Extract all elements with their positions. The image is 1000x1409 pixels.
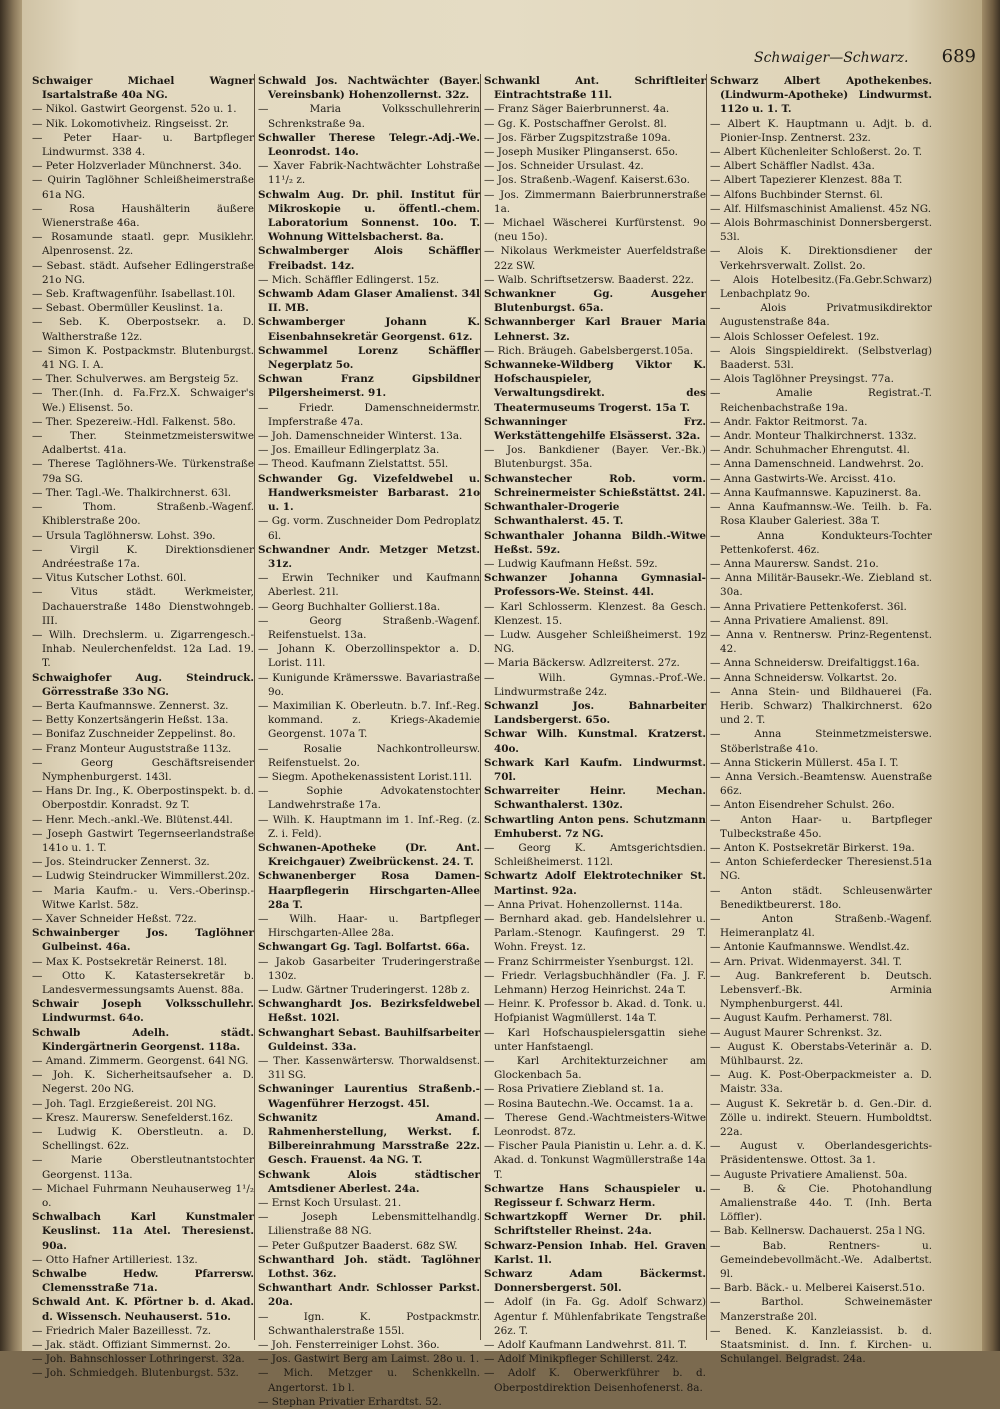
directory-entry: — August Kaufm. Perhamerst. 78l. [710,1012,893,1025]
directory-entry: — Max K. Postsekretär Reinerst. 18l. [32,955,227,968]
directory-entry: — Adolf Kaufmann Landwehrst. 81l. T. [484,1339,687,1352]
directory-entry: — Ther. Steinmetzmeisterswitwe Adalbertst. 41a. [32,430,254,457]
directory-entry: — Gg. K. Postschaffner Gerolst. 8l. [484,117,667,130]
directory-entry: — Anna Versich.-Beamtensw. Auenstraße 66z. [710,770,932,798]
directory-entry: — Anton Straßenb.-Wagenf. Heimeranplatz 4l. [710,912,932,940]
directory-entry: Schwanenberger Rosa Damen-Haarpflegerin Hirschgarten-Allee 28a T. [258,870,480,911]
directory-entry: — August K. Oberstabs-Veterinär a. D. Mühlbaurst. 2z. [710,1040,932,1068]
directory-entry: — Joseph Lebensmittelhandlg. Lilienstraße 88 NG. [258,1211,480,1238]
directory-entry: — Georg Buchhalter Gollierst.18a. [258,600,441,613]
directory-entry: — Anton K. Postsekretär Birkerst. 19a. [710,841,915,854]
directory-entry: — Mich. Schäffler Edlingerst. 15z. [258,273,440,286]
directory-entry: Schwaiger Michael Wagner Isartalstraße 40a NG. [32,75,254,102]
directory-entry: — Quirin Taglöhner Schleißheimerstraße 61a NG. [32,174,254,201]
directory-entry: — Arn. Privat. Widenmayerst. 34l. T. [710,955,902,968]
directory-entry: Schwald Jos. Nachtwächter (Bayer. Vereinsbank) Hohenzollernst. 32z. [258,75,480,102]
directory-entry: — Albert Schäffler Nadlst. 43a. [710,160,875,173]
directory-entry: — Anna Maurersw. Sandst. 21o. [710,557,879,570]
directory-entry: Schwankner Gg. Ausgeher Blutenburgst. 65a. [484,288,706,315]
directory-entry: — Henr. Mech.-ankl.-We. Blütenst.44l. [32,813,233,826]
directory-entry: — Jak. städt. Offiziant Simmernst. 2o. [32,1339,231,1352]
directory-entry: — Theod. Kaufmann Zielstattst. 55l. [258,458,449,471]
directory-entry: — Aug. Bankreferent b. Deutsch. Lebensverf.-Bk. Arminia Nymphenburgerst. 44l. [710,969,932,1011]
directory-entry: — Joseph Gastwirt Tegernseerlandstraße 141o u. 1. T. [32,827,254,854]
directory-entry: — Anton Schieferdecker Theresienst.51a NG. [710,856,932,883]
directory-entry: — Maximilian K. Oberleutn. b.7. Inf.-Reg. kommand. z. Kriegs-Akademie Georgenst. 107a T. [258,699,480,741]
directory-entry: — Heinr. K. Professor b. Akad. d. Tonk. u. Hofpianist Wagmüllerst. 14a T. [484,998,706,1025]
directory-entry: — Ign. K. Postpackmstr. Schwanthalerstraße 155l. [258,1310,480,1337]
directory-entry: — Joh. Fensterreiniger Lohst. 36o. [258,1339,440,1352]
page-number: 689 [941,46,976,67]
directory-entry: — Georg K. Amtsgerichtsdien. Schleißheimerst. 112l. [484,841,706,869]
column-rule [480,74,481,1340]
directory-entry: — August v. Oberlandesgerichts-Präsidentenswe. Ottost. 3a 1. [710,1140,932,1167]
running-head: Schwaiger—Schwarz. [754,50,909,66]
directory-entry: — Mich. Metzger u. Schenkkelln. Angertorst. 1b l. [258,1367,480,1394]
column-rule [254,74,255,1340]
directory-page [22,0,984,1408]
directory-entry: — Georg Geschäftsreisender Nymphenburgerst. 143l. [32,756,254,783]
directory-entry: — B. & Cie. Photohandlung Amalienstraße 44o. T. (Inh. Berta Löffler). [710,1182,932,1224]
directory-column-2 [256,74,480,1408]
directory-entry: — Anna Stein- und Bildhauerei (Fa. Herib. Schwarz) Thalkirchnerst. 62o und 2. T. [710,685,932,727]
directory-column-3 [482,74,706,1394]
directory-entry: — Anna v. Rentnersw. Prinz-Regentenst. 42. [710,628,932,656]
directory-entry: — Marie Oberstleutnantstochter Georgenst. 113a. [32,1154,254,1181]
directory-entry: — Rosa Haushälterin äußere Wienerstraße 46a. [32,202,254,230]
book-gutter-edge [0,0,24,1351]
directory-entry: — Albert Küchenleiter Schloßerst. 2o. T. [710,146,923,159]
column-rule [706,74,707,1340]
directory-entry: Schwarz Adam Bäckermst. Donnersbergerst. 50l. [484,1268,706,1295]
directory-entry: — Michael Fuhrmann Neuhauserweg 1¹/₂ o. [32,1182,254,1210]
directory-entry: Schwartzkopff Werner Dr. phil. Schriftsteller Rheinst. 24a. [484,1211,706,1238]
directory-entry: — Ther.(Inh. d. Fa.Frz.X. Schwaiger's We.) Elisenst. 5o. [32,387,254,414]
directory-entry: — Friedr. Damenschneidermstr. Impferstraße 47a. [258,401,480,428]
directory-entry: Schwankl Ant. Schriftleiter Eintrachtstraße 11l. [484,75,706,102]
directory-entry: — Alois Schlosser Oefelest. 19z. [710,330,880,343]
directory-entry: — Albert Tapezierer Klenzest. 88a T. [710,174,903,187]
directory-entry: Schwalmberger Alois Schäffler Freibadst. 14z. [258,245,480,272]
directory-entry: Schwanen-Apotheke (Dr. Ant. Kreichgauer) Zweibrückenst. 24. T. [258,841,480,869]
directory-entry: — Wilh. Gymnas.-Prof.-We. Lindwurmstraße 24z. [484,671,706,698]
directory-entry: — Albert K. Hauptmann u. Adjt. b. d. Pionier-Insp. Zentnerst. 23z. [710,117,932,144]
directory-entry: Schwanstecher Rob. vorm. Schreinermeister Schießstättst. 24l. [484,472,706,499]
directory-entry: — Joh. Damenschneider Winterst. 13a. [258,430,463,443]
directory-entry: — Anna Militär-Bausekr.-We. Ziebland st. 30a. [710,572,932,599]
directory-entry: Schwander Gg. Vizefeldwebel u. Handwerksmeister Barbarast. 21o u. 1. [258,472,480,514]
directory-entry: — Anna Privatiere Amalienst. 89l. [710,614,889,627]
directory-entry: Schwanzer Johanna Gymnasial-Professors-We. Steinst. 44l. [484,572,706,599]
directory-entry: Schwald Ant. K. Pförtner b. d. Akad. d. Wissensch. Neuhauserst. 51o. [32,1296,254,1323]
directory-entry: — Jos. Steindrucker Zennerst. 3z. [32,856,210,869]
directory-entry: — Alf. Hilfsmaschinist Amalienst. 45z NG. [710,202,932,215]
directory-entry: — Jakob Gasarbeiter Truderingerstraße 130z. [258,955,480,982]
directory-entry: Schwandner Andr. Metzger Metzst. 31z. [258,543,480,570]
directory-entry: — Anna Gastwirts-We. Arcisst. 41o. [710,472,896,485]
directory-entry: — Jos. Schneider Ursulast. 4z. [484,160,644,173]
directory-entry: — Andr. Schuhmacher Ehrengutst. 4l. [710,444,910,457]
directory-entry: — Betty Konzertsängerin Heßst. 13a. [32,714,229,727]
directory-entry: — Amand. Zimmerm. Georgenst. 64l NG. [32,1055,249,1068]
directory-entry: — Kresz. Maurersw. Senefelderst.16z. [32,1111,234,1124]
directory-entry: Schwarz Albert Apothekenbes. (Lindwurm-Apotheke) Lindwurmst. 112o u. 1. T. [710,75,932,116]
directory-entry: — Nikol. Gastwirt Georgenst. 52o u. 1. [32,103,237,116]
directory-entry: — Walb. Schriftsetzersw. Baaderst. 22z. [484,273,694,286]
directory-entry: Schwanthart Andr. Schlosser Parkst. 20a. [258,1282,480,1309]
directory-entry: — Nikolaus Werkmeister Auerfeldstraße 22z SW. [484,245,706,272]
directory-entry: — Alois Privatmusikdirektor Augustenstraße 84a. [710,302,932,329]
directory-entry: — Xaver Schneider Heßst. 72z. [32,912,197,925]
directory-entry: — Karl Hofschauspielersgattin siehe unter Hanfstaengl. [484,1026,706,1053]
directory-entry: — Therese Taglöhners-We. Türkenstraße 79a SG. [32,458,254,485]
directory-entry: — Auguste Privatiere Amalienst. 50a. [710,1168,908,1181]
directory-entry: Schwaller Therese Telegr.-Adj.-We. Leonrodst. 14o. [258,131,480,159]
directory-entry: — Simon K. Postpackmstr. Blutenburgst. 41 NG. I. A. [32,344,254,372]
directory-entry: Schwalbe Hedw. Pfarrersw. Clemensstraße 71a. [32,1268,254,1295]
directory-entry: — Ludw. Gärtner Truderingerst. 128b z. [258,984,470,996]
directory-entry: — Jos. Emailleur Edlingerplatz 3a. [258,444,440,457]
directory-entry: — Jos. Färber Zugspitzstraße 109a. [484,131,671,144]
directory-entry: Schwan Franz Gipsbildner Pilgersheimerst. 91. [258,373,480,400]
directory-entry: — Kunigunde Krämersswe. Bavariastraße 9o. [258,671,480,698]
directory-entry: Schwar Wilh. Kunstmal. Kratzerst. 40o. [484,728,706,755]
directory-entry: — Jos. Zimmermann Baierbrunnerstraße 1a. [484,188,706,215]
directory-entry: — Anton städt. Schleusenwärter Benediktbeurerst. 18o. [710,884,932,911]
directory-entry: — Peter Gußputzer Baaderst. 68z SW. [258,1239,458,1252]
directory-entry: Schwanghart Sebast. Bauhilfsarbeiter Guldeinst. 33a. [258,1026,480,1053]
directory-entry: — Johann K. Oberzollinspektor a. D. Lorist. 11l. [258,643,480,670]
directory-entry: — Fischer Paula Pianistin u. Lehr. a. d. K. Akad. d. Tonkunst Wagmüllerstraße 14a T. [484,1140,706,1181]
directory-entry: — Xaver Fabrik-Nachtwächter Lohstraße 11¹/₂ z. [258,160,480,187]
directory-entry: — Anna Kondukteurs-Tochter Pettenkoferst. 46z. [710,529,932,556]
directory-entry: — Anna Stickerin Müllerst. 45a I. T. [710,756,899,769]
directory-entry: — Rosamunde staatl. gepr. Musiklehr. Alpenrosenst. 2z. [32,231,254,258]
directory-entry: — Karl Schlosserm. Klenzest. 8a Gesch. Klenzest. 15. [484,600,706,627]
directory-entry: Schwanthaler Johanna Bildh.-Witwe Heßst. 59z. [484,529,706,556]
directory-entry: Schwaninger Laurentius Straßenb.-Wagenführer Herzogst. 45l. [258,1083,480,1110]
directory-entry: — Wilh. Drechslerm. u. Zigarrengesch.-Inhab. Neulerchenfeldst. 12a Lad. 19. T. [32,628,254,670]
directory-entry: — Friedrich Maler Bazeillesst. 7z. [32,1324,212,1337]
directory-column-1 [30,74,254,1380]
directory-entry: Schwamberger Johann K. Eisenbahnsekretär Georgenst. 61z. [258,316,480,343]
directory-entry: — August K. Sekretär b. d. Gen.-Dir. d. Zölle u. indirekt. Steuern. Humboldtst. 22a. [710,1097,932,1139]
directory-entry: — Ernst Koch Ursulast. 21. [258,1197,402,1210]
directory-entry: — Maria Bäckersw. Adlzreiterst. 27z. [484,657,680,670]
directory-entry: — Therese Gend.-Wachtmeisters-Witwe Leonrodst. 87z. [484,1111,706,1139]
directory-column-4 [708,74,932,1366]
directory-entry: Schwamb Adam Glaser Amalienst. 34l II. MB. [258,288,480,315]
directory-entry: — Bonifaz Zuschneider Zeppelinst. 8o. [32,728,236,741]
directory-entry: Schwark Karl Kaufm. Lindwurmst. 70l. [484,756,706,783]
directory-entry: — Otto K. Katastersekretär b. Landesvermessungsamts Auenst. 88a. [32,969,254,996]
directory-entry: Schwanthaler-Drogerie Schwanthalerst. 45. T. [484,501,624,528]
directory-entry: — Sebast. städt. Aufseher Edlingerstraße 21o NG. [32,259,254,286]
directory-entry: — Wilh. K. Hauptmann im 1. Inf.-Reg. (z. Z. i. Feld). [258,813,480,840]
directory-entry: — Thom. Straßenb.-Wagenf. Khiblerstraße 20o. [32,501,254,528]
directory-entry: Schwanghardt Jos. Bezirksfeldwebel Heßst. 102l. [258,998,480,1025]
directory-entry: — Rich. Bräugeh. Gabelsbergerst.105a. [484,344,694,357]
directory-entry: — Nik. Lokomotivheiz. Ringseisst. 2r. [32,117,229,130]
directory-entry: — Georg Straßenb.-Wagenf. Reifenstuelst. 13a. [258,614,480,641]
directory-entry: — Ludw. Ausgeher Schleißheimerst. 19z NG. [484,628,706,656]
directory-entry: — Erwin Techniker und Kaufmann Aberlest. 21l. [258,572,480,599]
directory-entry: — Maria Kaufm.- u. Vers.-Oberinsp.-Witwe Karlst. 58z. [32,884,254,911]
directory-entry: — Alois Bohrmaschinist Donnersbergerst. 53l. [710,217,932,244]
page-header [742,46,982,70]
directory-entry: — Peter Haar- u. Bartpfleger Lindwurmst. 338 4. [32,131,254,159]
directory-entry: — Alois Hotelbesitz.(Fa.Gebr.Schwarz) Lenbachplatz 9o. [710,273,932,301]
directory-entry: — Sophie Advokatenstochter Landwehrstraße 17a. [258,785,480,812]
directory-entry: — Jos. Gastwirt Berg am Laimst. 28o u. 1. [258,1353,480,1366]
directory-entry: Schwalbach Karl Kunstmaler Keuslinst. 11a Atel. Theresienst. 90a. [32,1211,254,1252]
directory-entry: Schwartze Hans Schauspieler u. Regisseur f. Schwarz Herm. [484,1182,706,1210]
directory-entry: — Ther. Schulverwes. am Bergsteig 5z. [32,373,239,386]
directory-entry: Schwartling Anton pens. Schutzmann Emhuberst. 7z NG. [484,813,706,840]
directory-entry: — Peter Holzverlader Münchnerst. 34o. [32,160,242,173]
directory-entry: — Ludwig Kaufmann Heßst. 59z. [484,557,658,570]
directory-entry: — Joh. Schmiedgeh. Blutenburgst. 53z. [32,1367,239,1380]
directory-entry: Schwarreiter Heinr. Mechan. Schwanthalerst. 130z. [484,785,706,812]
directory-entry: — Antonie Kaufmannswe. Wendlst.4z. [710,941,910,954]
directory-entry: — Ther. Tagl.-We. Thalkirchnerst. 63l. [32,486,232,499]
directory-entry: — Amalie Registrat.-T. Reichenbachstraße 19a. [710,387,932,414]
directory-entry: — Bened. K. Kanzleiassist. b. d. Staatsminist. d. Inn. f. Kirchen- u. Schulangel. Belgradst. 24a. [710,1324,932,1366]
directory-entry: — Ursula Taglöhnersw. Lohst. 39o. [32,529,216,542]
directory-entry: — Ludwig Steindrucker Wimmillerst.20z. [32,870,250,883]
directory-entry: Schwanninger Frz. Werkstättengehilfe Elsässerst. 32a. [484,415,706,443]
book-fore-edge [982,0,1000,1351]
directory-entry: — Anna Kaufmannswe. Kapuzinerst. 8a. [710,486,922,499]
directory-entry: Schwair Joseph Volksschullehr. Lindwurmst. 64o. [32,998,254,1025]
directory-entry: — Barb. Bäck.- u. Melberei Kaiserst.51o. [710,1282,925,1295]
directory-entry: Schwainberger Jos. Taglöhner Gulbeinst. 46a. [32,927,254,954]
directory-entry: — Alois Taglöhner Preysingst. 77a. [710,373,894,386]
directory-entry: — Rosina Bautechn.-We. Occamst. 1a a. [484,1097,694,1110]
directory-entry: Schwanitz Amand. Rahmenherstellung, Werkst. f. Bilbereinrahmung Marsstraße 22z. Gesch. Frauenst. 4a NG. T. [258,1111,480,1167]
directory-entry: — Berta Kaufmannswe. Zennerst. 3z. [32,699,229,712]
directory-entry: — August Maurer Schrenkst. 3z. [710,1026,883,1039]
directory-entry: — Anna Steinmetzmeisterswe. Stöberlstraße 41o. [710,728,932,755]
directory-entry: — Rosa Privatiere Ziebland st. 1a. [484,1083,664,1096]
directory-entry: — Anna Privat. Hohenzollernst. 114a. [484,898,683,911]
directory-entry: — Franz Säger Baierbrunnerst. 4a. [484,103,670,116]
directory-entry: — Joseph Musiker Plinganserst. 65o. [484,146,678,159]
directory-entry: — Sebast. Obermüller Keuslinst. 1a. [32,302,224,315]
directory-entry: — Anna Privatiere Pettenkoferst. 36l. [710,600,907,613]
directory-entry: — Barthol. Schweinemäster Manzerstraße 20l. [710,1296,932,1323]
directory-entry: Schwanthard Joh. städt. Taglöhner Lothst. 36z. [258,1253,480,1281]
directory-entry: Schwartz Adolf Elektrotechniker St. Martinst. 92a. [484,870,706,897]
directory-entry: — Seb. Kraftwagenführ. Isabellast.10l. [32,288,236,301]
directory-entry: — Siegm. Apothekenassistent Lorist.11l. [258,770,473,783]
directory-entry: — Alois K. Direktionsdiener der Verkehrsverwalt. Zollst. 2o. [710,245,932,272]
directory-entry: — Ther. Spezereiw.-Hdl. Falkenst. 58o. [32,415,236,428]
directory-entry: — Anna Schneidersw. Volkartst. 2o. [710,671,898,684]
directory-entry: — Gg. vorm. Zuschneider Dom Pedroplatz 6l. [258,515,480,542]
directory-entry: — Franz Schirrmeister Ysenburgst. 12l. [484,955,694,968]
directory-entry: Schwalb Adelh. städt. Kindergärtnerin Georgenst. 118a. [32,1026,254,1053]
directory-entry: — Vitus städt. Werkmeister, Dachauerstraße 148o Dienstwohngeb. III. [32,586,254,627]
directory-entry: — Anton Eisendreher Schulst. 26o. [710,799,895,812]
directory-entry: — Joh. Bahnschlosser Lothringerst. 32a. [32,1353,245,1366]
directory-entry: — Anton Haar- u. Bartpfleger Tulbeckstraße 45o. [710,813,932,840]
directory-entry: — Maria Volksschullehrerin Schrenkstraße 9a. [258,103,480,130]
directory-entry: — Ther. Kassenwärtersw. Thorwaldsenst. 31l SG. [258,1055,480,1082]
directory-entry: — Karl Architekturzeichner am Glockenbach 5a. [484,1055,706,1082]
directory-entry: — Adolf K. Oberwerkführer b. d. Oberpostdirektion Deisenhofenerst. 8a. [484,1367,706,1394]
directory-entry: — Bab. Kellnersw. Dachauerst. 25a l NG. [710,1225,926,1238]
directory-entry: — Wilh. Haar- u. Bartpfleger Hirschgarten-Allee 28a. [258,912,480,940]
directory-entry: — Jos. Bankdiener (Bayer. Ver.-Bk.) Blutenburgst. 35a. [484,444,706,471]
directory-entry: — Vitus Kutscher Lothst. 60l. [32,572,187,585]
directory-entry: — Friedr. Verlagsbuchhändler (Fa. J. F. Lehmann) Herzog Heinrichst. 24a T. [484,969,706,996]
directory-entry: — Andr. Faktor Reitmorst. 7a. [710,415,868,428]
directory-entry: — Aug. K. Post-Oberpackmeister a. D. Maistr. 33a. [710,1069,932,1096]
directory-entry: — Seb. K. Oberpostsekr. a. D. Waltherstraße 12z. [32,316,254,343]
directory-entry: Schwannberger Karl Brauer Maria Lehnerst. 3z. [484,316,706,343]
directory-entry: Schwalm Aug. Dr. phil. Institut für Mikroskopie u. öffentl.-chem. Laboratorium Sonnenst. 10o. T. Wohnung Wittelsbacherst. 8a. [258,188,480,244]
directory-entry: — Joh. Tagl. Erzgießereist. 20l NG. [32,1097,217,1110]
directory-entry: — Ludwig K. Oberstleutn. a. D. Schellingst. 62z. [32,1126,254,1153]
directory-entry: Schwanzl Jos. Bahnarbeiter Landsbergerst. 65o. [484,699,706,727]
directory-entry: — Alois Singspieldirekt. (Selbstverlag) Baaderst. 53l. [710,344,932,372]
directory-entry: — Rosalie Nachkontrolleursw. Reifenstuelst. 2o. [258,742,480,769]
directory-entry: — Bab. Rentners- u. Gemeindebevollmächt.-We. Adalbertst. 9l. [710,1239,932,1281]
directory-entry: — Hans Dr. Ing., K. Oberpostinspekt. b. d. Oberpostdir. Konradst. 9z T. [32,785,254,812]
directory-entry: — Michael Wäscherei Kurfürstenst. 9o (neu 15o). [484,217,706,244]
directory-entry: — Adolf (in Fa. Gg. Adolf Schwarz) Agentur f. Mühlenfabrikate Tengstraße 26z. T. [484,1296,706,1337]
directory-entry: — Otto Hafner Artilleriest. 13z. [32,1253,198,1266]
directory-entry: — Adolf Minikpfleger Schillerst. 24z. [484,1353,679,1366]
directory-entry: — Bernhard akad. geb. Handelslehrer u. Parlam.-Stenogr. Kaufingerst. 29 T. Wohn. Freyst. 1z. [484,912,706,954]
directory-entry: Schwaighofer Aug. Steindruck. Görresstraße 33o NG. [32,671,254,698]
directory-entry: — Virgil K. Direktionsdiener Andréestraße 17a. [32,543,254,570]
directory-entry: — Andr. Monteur Thalkirchnerst. 133z. [710,430,917,443]
directory-entry: — Anna Schneidersw. Dreifaltiggst.16a. [710,657,920,670]
directory-entry: — Franz Monteur Auguststraße 113z. [32,742,232,755]
directory-entry: — Joh. K. Sicherheitsaufseher a. D. Negerst. 20o NG. [32,1069,254,1096]
directory-entry: Schwanneke-Wildberg Viktor K. Hofschauspieler, Verwaltungsdirekt. des Theatermuseums Trogerst. 15a T. [484,359,706,414]
directory-entry: — Anna Kaufmannsw.-We. Teilh. b. Fa. Rosa Klauber Galeriest. 38a T. [710,501,932,528]
directory-entry: Schwangart Gg. Tagl. Bolfartst. 66a. [258,941,470,954]
directory-entry: — Stephan Privatier Erhardtst. 52. [258,1395,442,1408]
directory-entry: Schwammel Lorenz Schäffler Negerplatz 5o. [258,344,480,372]
directory-entry: Schwank Alois städtischer Amtsdiener Aberlest. 24a. [258,1168,480,1195]
directory-entry: Schwarz-Pension Inhab. Hel. Graven Karlst. 1l. [484,1239,706,1266]
directory-entry: — Anna Damenschneid. Landwehrst. 2o. [710,458,924,471]
directory-entry: — Alfons Buchbinder Sternst. 6l. [710,188,883,201]
directory-entry: — Jos. Straßenb.-Wagenf. Kaiserst.63o. [484,174,690,187]
